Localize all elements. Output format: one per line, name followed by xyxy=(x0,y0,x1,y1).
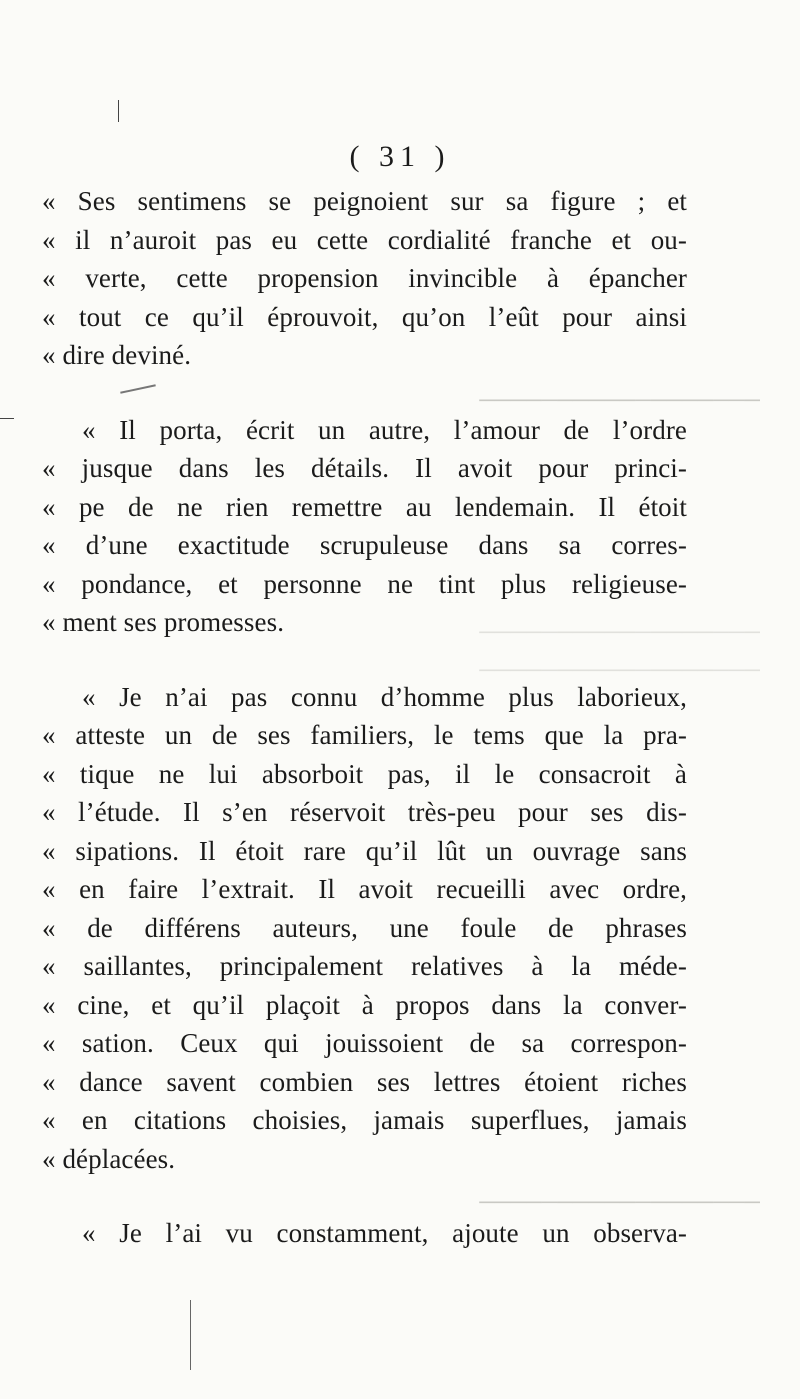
text-line: « Je l’ai vu constamment, ajoute un observa- xyxy=(82,1218,687,1248)
text-line: « pondance, et personne ne tint plus religieuse- xyxy=(42,568,687,599)
paragraph-gap xyxy=(42,642,687,678)
bleed-through-band: ────────────────── xyxy=(479,1190,760,1214)
text-line: « verte, cette propension invincible à épancher xyxy=(42,263,687,293)
text-line: « atteste un de ses familiers, le tems que la pra- xyxy=(42,720,687,750)
text-line: « l’étude. Il s’en réservoit très-peu pour ses dis- xyxy=(42,797,687,827)
text-line: « saillantes, principalement relatives à la méde- xyxy=(42,951,687,981)
text-line: « en faire l’extrait. Il avoit recueilli avec ordre, xyxy=(42,874,687,904)
text-line: « sation. Ceux qui jouissoient de sa correspon- xyxy=(42,1028,687,1058)
text-line: « Je n’ai pas connu d’homme plus laborieux, xyxy=(82,681,687,712)
text-line: « cine, et qu’il plaçoit à propos dans la conver- xyxy=(42,989,687,1020)
bleed-through-band: ────────────────── xyxy=(479,620,760,644)
body-text xyxy=(42,182,687,1253)
paragraph-gap xyxy=(42,375,687,411)
scan-mark xyxy=(118,100,119,122)
text-line: « sipations. Il étoit rare qu’il lût un ouvrage sans xyxy=(42,835,687,866)
text-line: « de différens auteurs, une foule de phrases xyxy=(42,912,687,943)
text-line: « tout ce qu’il éprouvoit, qu’on l’eût pour ainsi xyxy=(42,301,687,332)
text-line: « en citations choisies, jamais superflues, jamais xyxy=(42,1105,687,1135)
text-line: « Ses sentimens se peignoient sur sa figure ; et xyxy=(42,186,687,216)
paragraph-gap xyxy=(42,1178,687,1214)
text-line: « jusque dans les détails. Il avoit pour princi- xyxy=(42,453,687,483)
text-line: « déplacées. xyxy=(42,1143,176,1174)
bleed-through-band: ────────────────── xyxy=(479,388,760,412)
text-line: « d’une exactitude scrupuleuse dans sa corres- xyxy=(42,530,687,560)
page-number: ( 31 ) xyxy=(349,140,451,173)
text-line: « il n’auroit pas eu cette cordialité franche et ou- xyxy=(42,224,687,255)
scan-mark xyxy=(0,418,14,419)
bleed-through-band: ────────────────── xyxy=(479,658,760,682)
text-line: « pe de ne rien remettre au lendemain. Il étoit xyxy=(42,491,687,522)
text-line: « tique ne lui absorboit pas, il le consacroit à xyxy=(42,758,687,789)
text-line: « ment ses promesses. xyxy=(42,607,285,637)
text-line: « Il porta, écrit un autre, l’amour de l’ordre xyxy=(82,414,687,445)
text-line: « dire deviné. xyxy=(42,340,192,370)
text-line: « dance savent combien ses lettres étoient riches xyxy=(42,1066,687,1097)
scan-mark xyxy=(190,1300,191,1370)
